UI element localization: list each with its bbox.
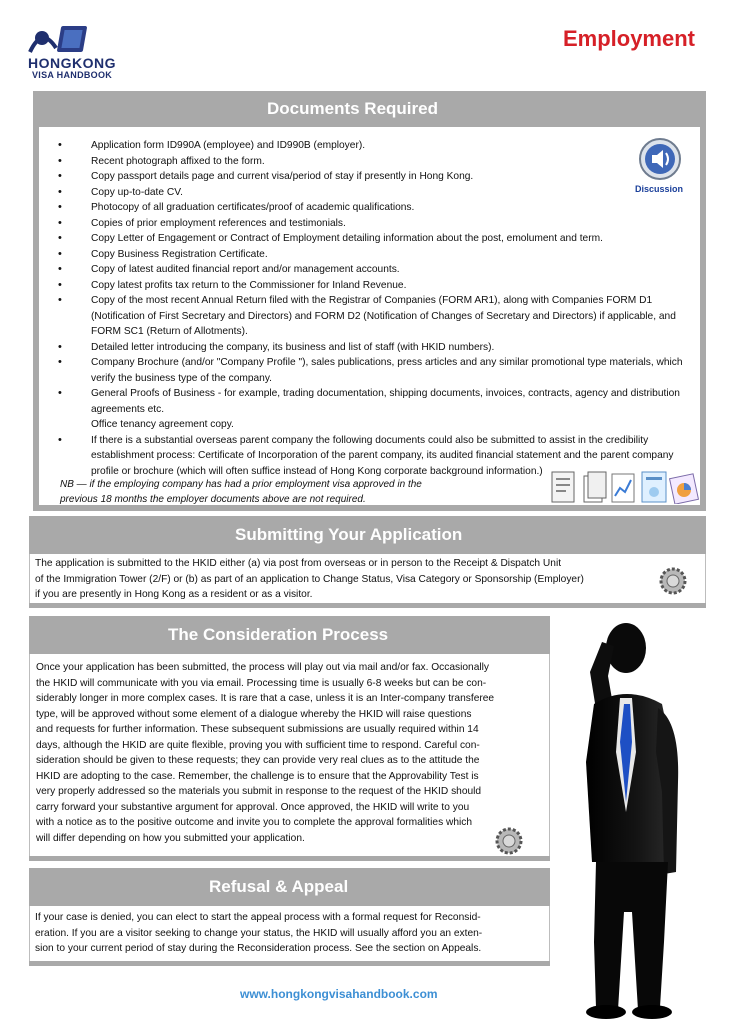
list-item: • Copy of the most recent Annual Return filed with the Registrar of Companies (FORM AR1), along with Companies FORM D1 (Notification of First Secretary and Directors) and FORM D2 (Notification of Changes of Secretary and Directors) if applicable, and FORM SC1 (Return of Allotments). [58, 293, 703, 340]
consideration-heading: The Consideration Process [168, 625, 389, 644]
text-line: eration. If you are a visitor seeking to change your status, the HKID will usually afford you an exten- [35, 927, 483, 939]
text-line: HKID are adopting to the case. Remember, the challenge is to ensure that the Approvability Test is [36, 770, 479, 782]
text-line: very properly addressed so the materials you submit in response to the request of the HKID should [36, 786, 482, 797]
list-item: • Detailed letter introducing the company, its business and list of staff (with HKID numbers). [58, 340, 703, 356]
nb-note [60, 477, 422, 507]
speaker-icon [632, 137, 688, 183]
refusal-panel-header [29, 868, 550, 906]
document-icons [550, 468, 700, 504]
text-line: sion to your current period of stay during the Reconsideration process. See the section on Appeals. [35, 943, 482, 954]
submitting-line-1: The application is submitted to the HKID either (a) via post from overseas or in person to the Receipt & Dispatch Unit [35, 558, 562, 569]
text-line: days, although the HKID are quite flexible, proving you with sufficient time to respond. Careful con- [36, 739, 480, 751]
list-item: • Copy latest profits tax return to the Commissioner for Inland Revenue. [58, 278, 703, 294]
list-item-continuation: Office tenancy agreement copy. [91, 419, 234, 430]
list-item: • Copy of latest audited financial report and/or management accounts. [58, 262, 703, 278]
consideration-text [36, 660, 546, 846]
text-line: If your case is denied, you can elect to start the appeal process with a formal request for Reconsid- [35, 912, 481, 923]
gear-icon [658, 566, 688, 596]
list-item: • Photocopy of all graduation certificates/proof of academic qualifications. [58, 200, 703, 216]
list-item: • Copy Business Registration Certificate. [58, 247, 703, 263]
documents-list [58, 138, 703, 479]
text-line: the HKID will communicate with you via email. Processing time is usually 6-8 weeks but can be con- [36, 677, 487, 689]
text-line: Once your application has been submitted, the process will play out via mail and/or fax. Occasionally [36, 662, 490, 673]
text-line: carry forward your substantive argument for approval. Once approved, the HKID will write to you [36, 801, 470, 813]
text-line: sideration should be given to these requests; they can provide very real clues as to the attitude the [36, 755, 480, 766]
panel-frame-left [33, 127, 39, 511]
footer-website-link[interactable]: www.hongkongvisahandbook.com [240, 987, 438, 1001]
text-line: siderably longer in more complex cases. It is rare that a case, unless it is an Inter-company transferee [36, 693, 495, 704]
logo-emblem-icon [22, 22, 147, 56]
consideration-panel-header [29, 616, 550, 654]
submitting-line-2: of the Immigration Tower (2/F) or (b) as part of an application to Change Status, Visa Category or Sponsorship (Employer) [35, 573, 584, 585]
panel-frame-bottom [29, 856, 550, 861]
stacked-pages-icon [584, 472, 606, 502]
logo-text-visa-handbook: VISA HANDBOOK [32, 70, 113, 80]
submitting-text [35, 556, 655, 603]
businessman-silhouette-image [540, 612, 729, 1022]
submitting-heading: Submitting Your Application [235, 525, 463, 544]
text-line: with a notice as to the positive outcome and invite you to complete the approval formalities which [36, 817, 473, 828]
text-line: and requests for further information. These subsequent submissions are usually required within 14 [36, 724, 479, 735]
form-document-icon [552, 472, 574, 502]
text-line: type, will be approved without some element of a dialogue whereby the HKID will raise questions [36, 708, 472, 720]
documents-heading: Documents Required [267, 99, 438, 118]
refusal-heading: Refusal & Appeal [209, 877, 349, 896]
list-item: • If there is a substantial overseas parent company the following documents could also be submitted to assist in the credibility establishment process: Certificate of Incorporation of the parent company, its audited financial statement and the parent company profile or brochure (which will often suffice instead of Hong Kong corporate background information.) [58, 433, 703, 480]
panel-frame-bottom [29, 961, 550, 966]
nb-line-1: NB — if the employing company has had a prior employment visa approved in the [60, 479, 422, 490]
submitting-line-3: if you are presently in Hong Kong as a resident or as a visitor. [35, 589, 313, 600]
list-item: • Recent photograph affixed to the form. [58, 154, 703, 170]
discussion-label: Discussion [635, 184, 684, 194]
nb-line-2: previous 18 months the employer documents above are not required. [60, 494, 366, 505]
chart-document-icon [612, 474, 634, 502]
list-item: • Company Brochure (and/or "Company Profile "), sales publications, press articles and any similar promotional type materials, which verify the business type of the company. [58, 355, 703, 386]
pie-chart-document-icon [670, 474, 699, 504]
logo [22, 22, 147, 82]
list-item: • General Proofs of Business - for example, trading documentation, shipping documents, invoices, contracts, agency and distribution agreements etc. [58, 386, 703, 417]
list-item: • Copy passport details page and current visa/period of stay if presently in Hong Kong. [58, 169, 703, 185]
text-line: will differ depending on how you submitted your application. [36, 832, 305, 844]
documents-panel-header [33, 91, 706, 127]
submitting-panel-header [29, 516, 706, 554]
panel-frame-bottom [29, 603, 706, 608]
list-item: • Copy Letter of Engagement or Contract of Employment detailing information about the post, emolument and term. [58, 231, 703, 247]
refusal-text [35, 910, 547, 957]
list-item: • Copies of prior employment references and testimonials. [58, 216, 703, 232]
certificate-icon [642, 472, 666, 502]
list-item: • Copy up-to-date CV. [58, 185, 703, 201]
logo-text-hongkong: HONGKONG [28, 55, 116, 71]
discussion-button[interactable] [632, 137, 688, 197]
gear-icon [494, 826, 524, 856]
list-item: • Application form ID990A (employee) and ID990B (employer). [58, 138, 703, 154]
page-title: Employment [562, 26, 695, 51]
